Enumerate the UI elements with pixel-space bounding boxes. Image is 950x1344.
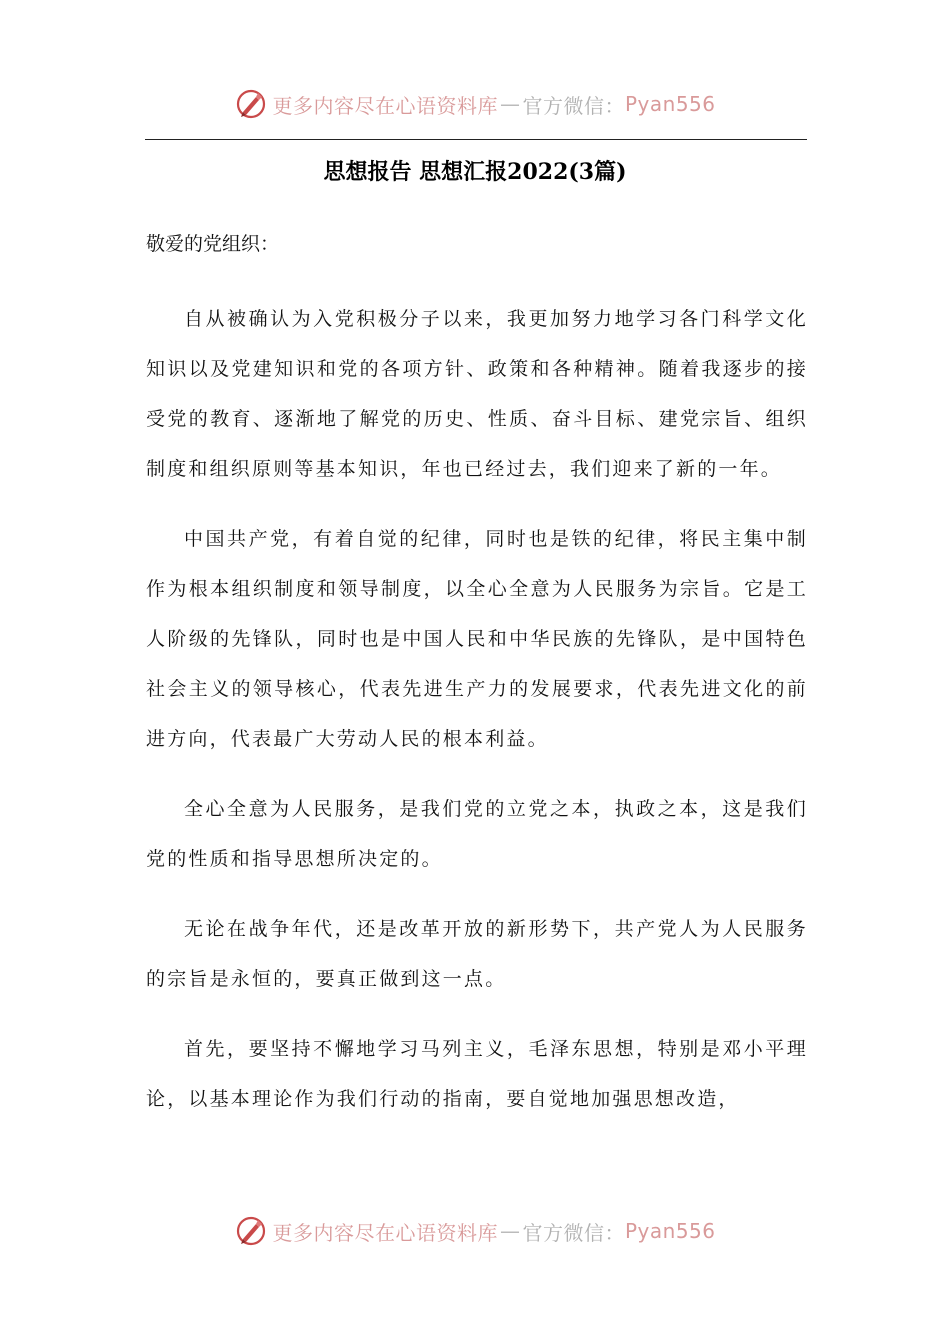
banner-wechat-label: 官方微信： xyxy=(522,1220,625,1245)
banner-brand-text: 更多内容尽在心语资料库 xyxy=(272,1220,498,1245)
paragraph-3: 全心全意为人民服务，是我们党的立党之本，执政之本，这是我们党的性质和指导思想所决定的。 xyxy=(146,798,808,870)
document-body xyxy=(146,224,808,1144)
banner-dash: — xyxy=(499,92,521,116)
paragraph-1: 自从被确认为入党积极分子以来，我更加努力地学习各门科学文化知识以及党建知识和党的各项方针、政策和各种精神。随着我逐步的接受党的教育、逐渐地了解党的历史、性质、奋斗目标、建党宗旨、组织制度和组织原则等基本知识，年也已经过去，我们迎来了新的一年。 xyxy=(146,308,808,480)
banner-brand-text: 更多内容尽在心语资料库 xyxy=(272,93,498,118)
banner-wechat-label: 官方微信： xyxy=(522,93,625,118)
document-title: 思想报告 思想汇报2022(3篇) xyxy=(323,159,627,185)
paragraph-4: 无论在战争年代，还是改革开放的新形势下，共产党人为人民服务的宗旨是永恒的，要真正做到这一点。 xyxy=(146,918,808,990)
paragraph-2: 中国共产党，有着自觉的纪律，同时也是铁的纪律，将民主集中制作为根本组织制度和领导制度，以全心全意为人民服务为宗旨。它是工人阶级的先锋队，同时也是中国人民和中华民族的先锋队，是中国特色社会主义的领导核心，代表先进生产力的发展要求，代表先进文化的前进方向，代表最广大劳动人民的根本利益。 xyxy=(146,528,808,750)
banner-dash: — xyxy=(499,1219,521,1243)
pen-logo-icon xyxy=(234,87,268,121)
header-divider xyxy=(145,139,807,140)
footer-banner xyxy=(0,1211,950,1251)
banner-wechat-id: Pyan556 xyxy=(624,92,716,116)
salutation: 敬爱的党组织： xyxy=(146,233,280,255)
banner-wechat-id: Pyan556 xyxy=(624,1219,716,1243)
paragraph-5: 首先，要坚持不懈地学习马列主义，毛泽东思想，特别是邓小平理论，以基本理论作为我们行动的指南，要自觉地加强思想改造， xyxy=(146,1038,808,1110)
pen-logo-icon xyxy=(234,1214,268,1248)
header-banner xyxy=(0,84,950,124)
